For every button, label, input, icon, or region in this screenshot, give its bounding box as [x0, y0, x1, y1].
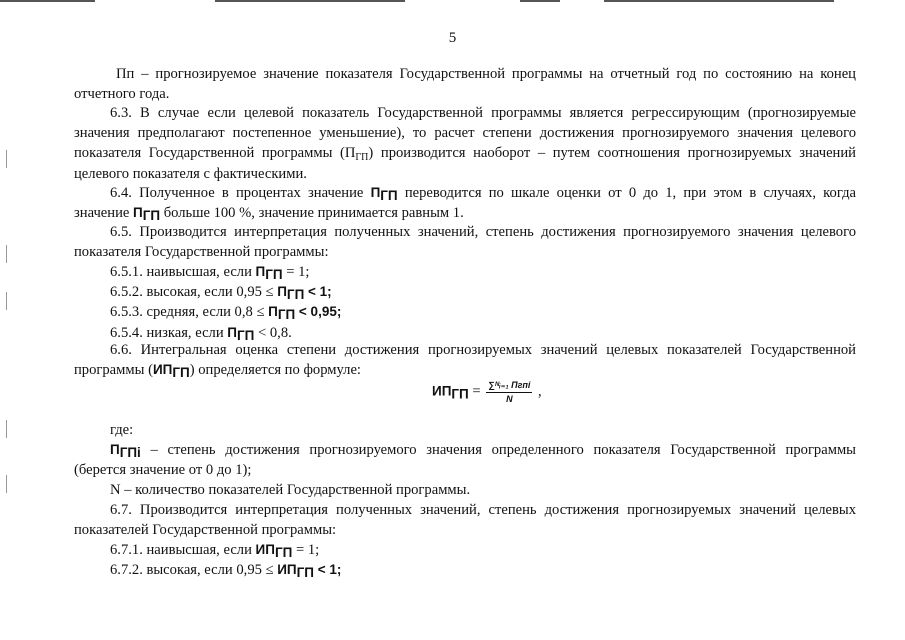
symbol-ip: ИП — [255, 542, 275, 557]
paragraph-6-7 — [74, 500, 856, 540]
text: 6.4. Полученное в процентах значение — [110, 185, 371, 201]
text: показателя Государственной программы: — [74, 244, 329, 261]
subscript-gpi: ГПi — [119, 445, 141, 460]
text: 6.7. Производится интерпретация полученных значений, степень достижения прогнозируемых значений целевых — [110, 502, 856, 518]
scan-edge-mark — [6, 292, 7, 310]
paragraph-6-6 — [74, 340, 856, 380]
text: ) производится наоборот – путем соотношения прогнозируемых значений — [368, 145, 856, 162]
scan-edge-mark — [6, 420, 7, 438]
list-item — [110, 282, 850, 302]
paragraph-6-3 — [74, 103, 856, 184]
text: отчетного года. — [74, 86, 170, 103]
scan-edge-mark — [6, 245, 7, 263]
scan-edge-mark — [6, 475, 7, 493]
text: 6.5.1. наивысшая, если — [110, 264, 256, 280]
text: < 0,95; — [295, 304, 342, 320]
symbol-p: П — [255, 264, 266, 279]
symbol-ip: ИП — [152, 362, 173, 378]
formula-denominator: N — [506, 394, 513, 404]
list-6-5 — [110, 262, 850, 343]
paragraph-6-5 — [74, 222, 856, 262]
text: показателя Государственной программы (П — [74, 145, 356, 162]
subscript-gp: ГП — [355, 152, 369, 164]
text: 6.5.4. низкая, если — [110, 324, 228, 341]
text: 6.7.2. высокая, если 0,95 ≤ — [110, 562, 278, 579]
paragraph-6-4 — [74, 183, 856, 223]
list-item — [110, 302, 850, 322]
symbol-p: П — [110, 442, 120, 457]
text: 6.6. Интегральная оценка степени достижения прогнозируемых значений целевых показателей Государственной — [110, 342, 856, 358]
subscript-gp: ГП — [274, 545, 293, 560]
text: 6.5.3. средняя, если 0,8 ≤ — [110, 304, 269, 321]
text: (берется значение от 0 до 1); — [74, 462, 252, 479]
subscript-gp: ГП — [237, 327, 255, 343]
text: – прогнозируемое значение показателя Государственной программы на отчетный год по состоянию на конец — [134, 66, 856, 82]
text: показателей Государственной программы: — [74, 522, 337, 539]
text: = 1; — [282, 264, 310, 280]
text: значения предполагают постепенное уменьшение), то расчет степени достижения прогнозируемого значения целевого — [74, 125, 856, 142]
where-label — [110, 420, 310, 440]
formula-lhs: ИП — [432, 383, 452, 399]
list-item — [110, 262, 850, 282]
symbol-p: П — [277, 284, 287, 300]
formula-ip-gp — [432, 380, 542, 404]
text: 6.3. В случае если целевой показатель Государственной программы является регрессирующим (прогнозируемые — [110, 105, 856, 121]
symbol-p: П — [370, 185, 381, 200]
paragraph-pgpi-definition — [74, 440, 856, 480]
text: N – количество показателей Государственной программы. — [110, 482, 471, 498]
text: < 1; — [304, 284, 332, 300]
symbol-ip: ИП — [277, 562, 297, 578]
term-pp: Пп — [116, 66, 135, 82]
text: программы ( — [74, 362, 153, 379]
formula-tail: , — [534, 383, 542, 400]
symbol-p: П — [227, 324, 237, 340]
text: больше 100 %, значение принимается равным 1. — [160, 205, 464, 222]
scan-top-rule — [0, 0, 95, 2]
symbol-p: П — [133, 205, 143, 221]
text: – степень достижения прогнозируемого значения определенного показателя Государственной программы — [140, 442, 856, 458]
text: целевого показателя с фактическими. — [74, 165, 307, 182]
text: переводится по шкале оценки от 0 до 1, при этом в случаях, когда — [397, 185, 856, 201]
subscript-gp: ГП — [451, 386, 469, 402]
list-item — [110, 540, 850, 560]
text: = 1; — [292, 542, 320, 558]
symbol-p: П — [268, 304, 278, 320]
subscript-gp: ГП — [142, 208, 161, 224]
subscript-gp: ГП — [380, 188, 398, 203]
list-6-7 — [110, 540, 850, 580]
subscript-gp: ГП — [286, 287, 305, 303]
text: 6.7.1. наивысшая, если — [110, 542, 256, 558]
scan-edge-mark — [6, 150, 7, 168]
text: значение — [74, 205, 134, 222]
page-number: 5 — [448, 30, 457, 46]
text: < 1; — [313, 562, 342, 578]
paragraph-pp-definition — [74, 64, 856, 104]
text: 6.5. Производится интерпретация полученных значений, степень достижения прогнозируемого значения целевого — [110, 224, 856, 240]
scan-top-rule — [520, 0, 560, 2]
paragraph-n-definition — [110, 480, 850, 500]
subscript-gp: ГП — [277, 307, 296, 323]
subscript-gp: ГП — [265, 267, 283, 282]
subscript-gp: ГП — [172, 365, 190, 381]
list-item — [110, 560, 850, 580]
formula-numerator: ∑ᴺᵢ₌₁ Пгпi — [486, 380, 532, 393]
subscript-gp: ГП — [296, 565, 314, 581]
text: где: — [110, 422, 134, 438]
scan-top-rule — [215, 0, 405, 2]
text: ) определяется по формуле: — [189, 362, 361, 379]
formula-fraction — [486, 380, 532, 404]
text: < 0,8. — [254, 324, 292, 341]
formula-equals: = — [468, 383, 485, 400]
text: 6.5.2. высокая, если 0,95 ≤ — [110, 284, 278, 301]
scan-top-rule — [604, 0, 834, 2]
